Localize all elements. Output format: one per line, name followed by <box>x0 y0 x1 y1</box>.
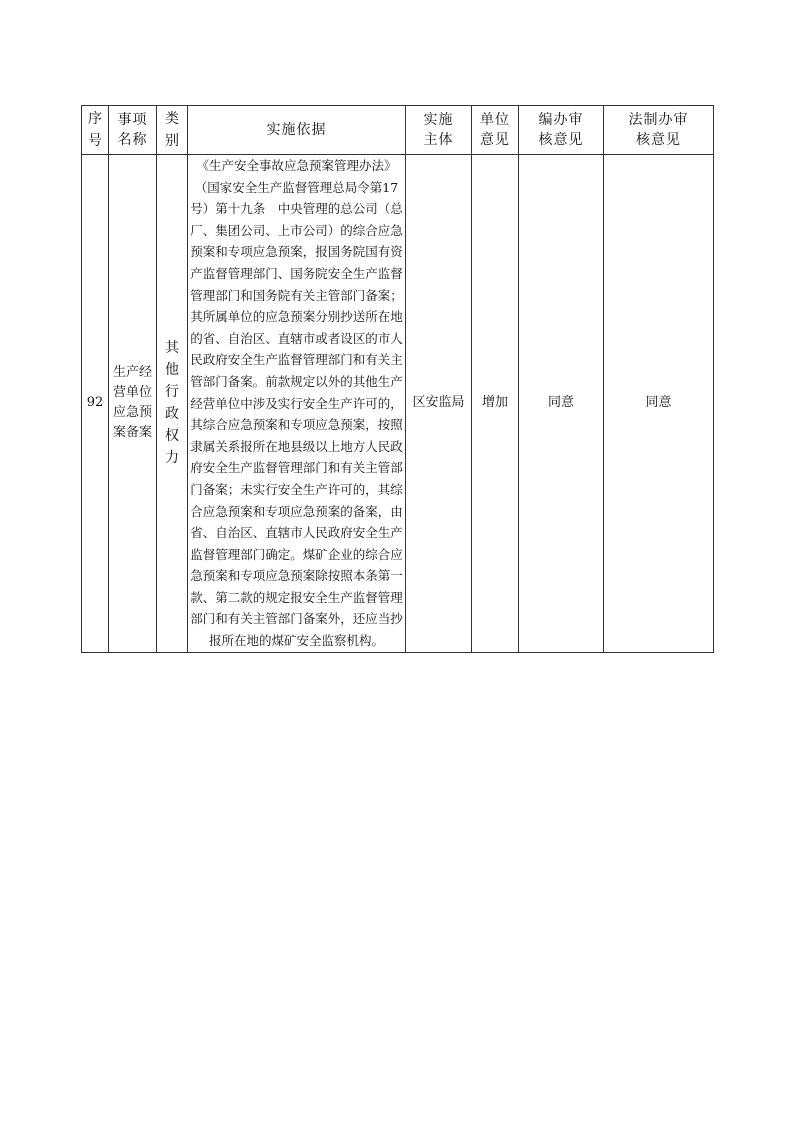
cell-seq: 92 <box>82 155 109 653</box>
header-seq: 序号 <box>82 106 109 155</box>
cell-subject: 区安监局 <box>406 155 472 653</box>
cell-office-review: 同意 <box>519 155 604 653</box>
power-list-table <box>81 105 714 653</box>
header-office-review: 编办审核意见 <box>519 106 604 155</box>
cell-category: 其他行政权力 <box>157 155 188 653</box>
cell-name: 生产经营单位应急预案备案 <box>109 155 157 653</box>
header-unit-opinion: 单位意见 <box>472 106 519 155</box>
cell-legal-review: 同意 <box>604 155 714 653</box>
header-category: 类别 <box>157 106 188 155</box>
header-legal-review: 法制办审核意见 <box>604 106 714 155</box>
header-name: 事项名称 <box>109 106 157 155</box>
cell-unit-opinion: 增加 <box>472 155 519 653</box>
header-subject: 实施主体 <box>406 106 472 155</box>
header-row <box>82 106 714 155</box>
header-basis: 实施依据 <box>188 106 406 155</box>
table-row <box>82 155 714 653</box>
cell-basis: 《生产安全事故应急预案管理办法》（国家安全生产监督管理总局令第17号）第十九条 中央管理的总公司（总厂、集团公司、上市公司）的综合应急预案和专项应急预案，报国务院国有资产监督管理部门、国务院安全生产监督管理部门和国务院有关主管部门备案；其所属单位的应急预案分别抄送所在地的省、自治区、直辖市或者设区的市人民政府安全生产监督管理部门和有关主管部门备案。前款规定以外的其他生产经营单位中涉及实行安全生产许可的，其综合应急预案和专项应急预案，按照隶属关系报所在地县级以上地方人民政府安全生产监督管理部门和有关主管部门备案；未实行安全生产许可的，其综合应急预案和专项应急预案的备案，由省、自治区、直辖市人民政府安全生产监督管理部门确定。煤矿企业的综合应急预案和专项应急预案除按照本条第一款、第二款的规定报安全生产监督管理部门和有关主管部门备案外，还应当抄报所在地的煤矿安全监察机构。 <box>188 155 406 653</box>
